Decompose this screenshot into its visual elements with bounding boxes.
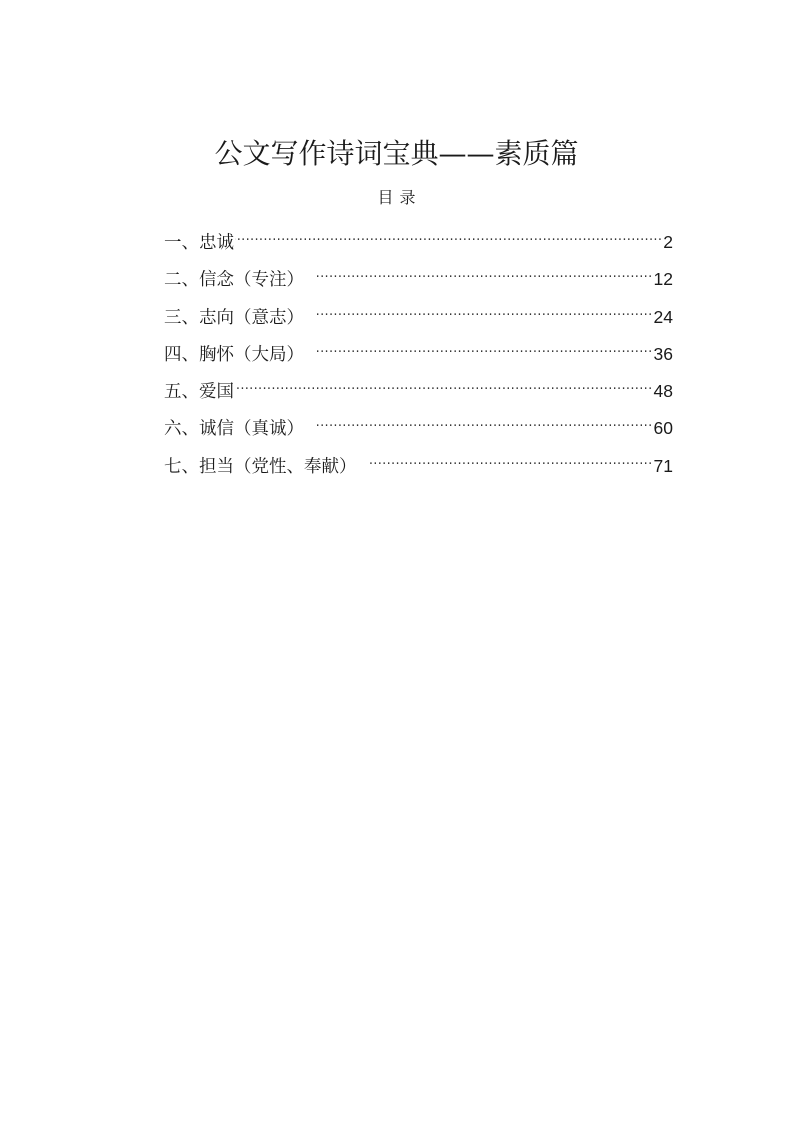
toc-entry-5[interactable] (164, 373, 673, 410)
toc-dot-leader (316, 410, 653, 434)
toc-dot-leader (316, 299, 653, 323)
toc-entry-page: 36 (653, 343, 673, 364)
toc-entry-7[interactable] (164, 448, 673, 485)
toc-entry-label: 三、志向（意志） (164, 307, 304, 328)
toc-entry-label: 六、诚信（真诚） (164, 419, 304, 440)
toc-entry-label: 五、爱国 (164, 382, 234, 403)
toc-dot-leader (316, 336, 653, 360)
toc-heading: 目录 (377, 188, 422, 207)
toc-dot-leader (235, 373, 653, 397)
toc-entry-label: 四、胸怀（大局） (164, 344, 304, 365)
toc-entry-label: 一、忠诚 (164, 233, 234, 253)
toc-entry-page: 2 (663, 232, 673, 252)
document-title: 公文写作诗词宝典——素质篇 (214, 137, 579, 170)
toc-dot-leader (369, 448, 653, 472)
toc-entry-page: 12 (653, 269, 673, 290)
toc-entry-label: 二、信念（专注） (164, 270, 304, 291)
toc-dot-leader (316, 261, 653, 285)
toc-entry-1[interactable] (164, 224, 673, 261)
toc-entry-page: 48 (653, 381, 673, 402)
toc-entry-3[interactable] (164, 299, 673, 336)
toc-entry-page: 71 (653, 455, 673, 476)
toc-entry-6[interactable] (164, 410, 673, 447)
toc-dot-leader (235, 224, 662, 248)
toc-entry-4[interactable] (164, 336, 673, 373)
toc-entry-2[interactable] (164, 261, 673, 298)
toc-entry-label: 七、担当（党性、奉献） (164, 456, 357, 477)
toc-entry-page: 24 (653, 306, 673, 327)
table-of-contents (164, 224, 673, 485)
toc-entry-page: 60 (653, 418, 673, 439)
